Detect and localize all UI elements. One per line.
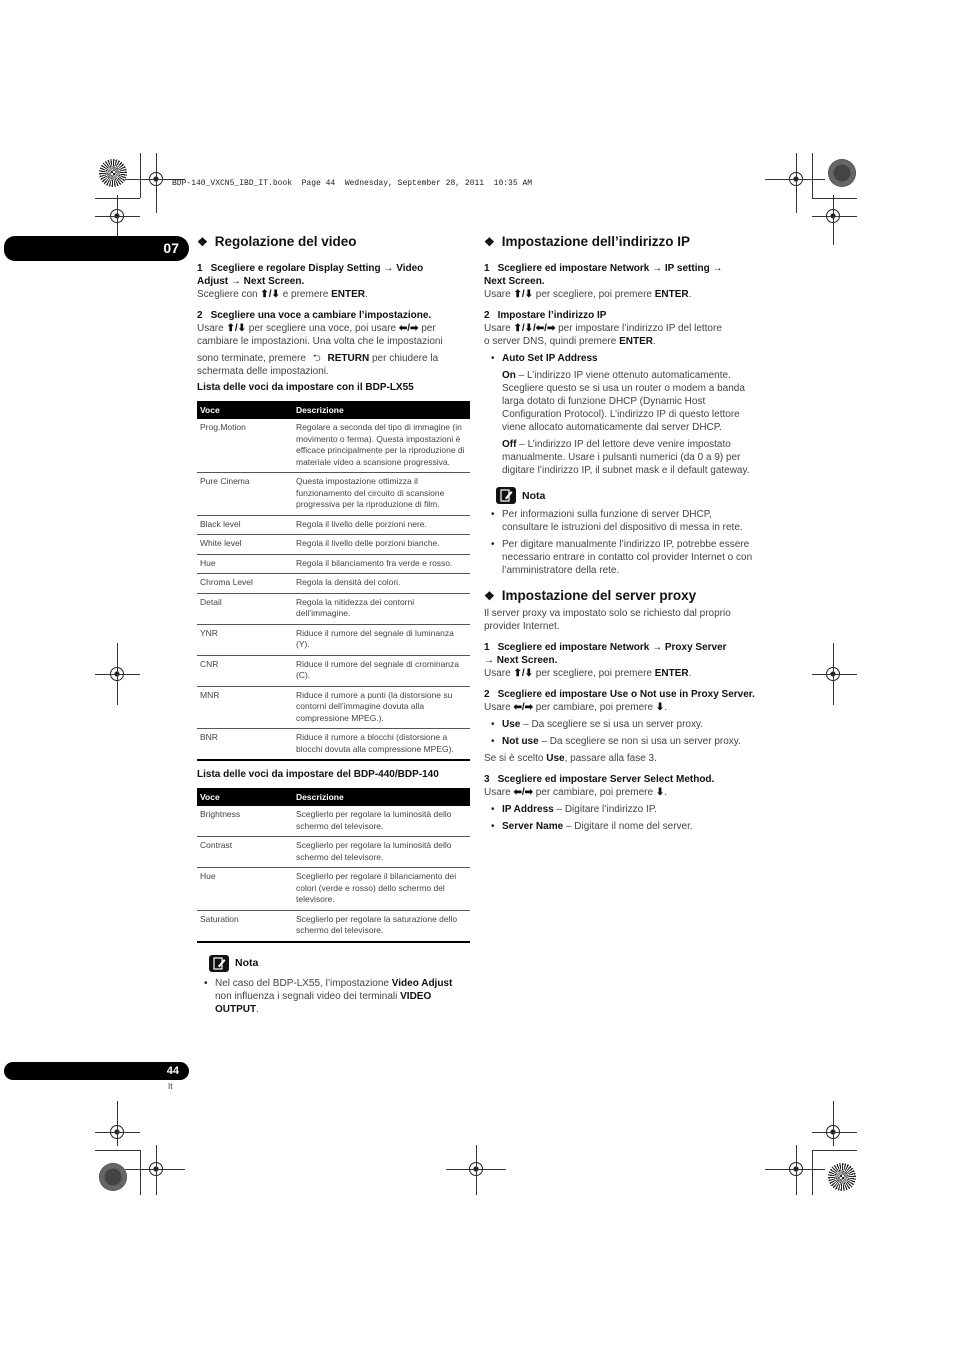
crop-line	[140, 153, 141, 198]
crop-line	[125, 1169, 185, 1170]
ip-step-2-title: 2 Impostare l’indirizzo IP	[484, 310, 607, 321]
use-option: • Use – Da scegliere se si usa un server proxy.	[484, 718, 758, 731]
arrow-right-icon: →	[652, 263, 663, 274]
up-down-arrow-icon: ⬆/⬇	[226, 323, 247, 334]
proxy-intro: Il server proxy va impostato solo se richiesto dal proprio provider Internet.	[484, 608, 731, 632]
left-right-arrow-icon: ⬅/➡	[398, 323, 419, 334]
ip-step-1-title: 1 Scegliere ed impostare Network → IP setting → Next Screen.	[484, 263, 723, 287]
settings-table-bdp-440-140	[197, 788, 470, 943]
table-row: MNR Riduce il rumore a punti (la distorsione su contorni dell’immagine dovuta alla compressione MPEG.).	[197, 686, 470, 729]
crop-line	[95, 198, 140, 199]
up-down-arrow-icon: ⬆/⬇	[260, 289, 280, 300]
color-registration-circle-icon	[99, 1163, 127, 1191]
note-item: • Per informazioni sulla funzione di server DHCP, consultare le istruzioni del dispositivo di messa in rete.	[484, 508, 758, 534]
left-column	[197, 234, 470, 1016]
proxy-step-1-title: 1 Scegliere ed impostare Network → Proxy Server → Next Screen.	[484, 642, 727, 666]
column-header-descrizione: Descrizione	[293, 401, 470, 419]
diamond-bullet-icon: ❖	[197, 234, 208, 249]
arrow-right-icon: →	[712, 263, 723, 274]
crop-line	[95, 1150, 140, 1151]
section-heading-video: ❖ Regolazione del video	[197, 234, 357, 249]
crop-line	[812, 198, 857, 199]
table-row: Hue Regola il bilanciamento fra verde e rosso.	[197, 554, 470, 574]
table-row: BNR Riduce il rumore a blocchi (distorsione a blocchi dovuta alla compressione MPEG).	[197, 729, 470, 761]
arrow-right-icon: →	[652, 642, 663, 653]
table-row: Hue Sceglierlo per regolare il bilanciamento dei colori (verde e rosso) dello schermo del televisore.	[197, 868, 470, 911]
up-down-arrow-icon: ⬆/⬇	[513, 668, 534, 679]
crop-line	[117, 643, 118, 705]
ip-address-option: • IP Address – Digitare l’indirizzo IP.	[484, 803, 758, 816]
on-option-text: On – L’indirizzo IP viene ottenuto automaticamente. Scegliere questo se si usa un router o modem a banda larga dotato di funzione DHCP (Dynamic Host Configuration Protocol). L’indirizzo IP di questo lettore viene allocato automaticamente dal server DHCP.	[502, 370, 745, 433]
table-row: Pure Cinema Questa impostazione ottimizza il funzionamento del circuito di scansione progressiva per la riproduzione di film.	[197, 473, 470, 516]
note-pencil-icon	[496, 487, 516, 504]
server-name-option: • Server Name – Digitare il nome del server.	[484, 820, 758, 833]
table-2-caption: Lista delle voci da impostare del BDP-440/BDP-140	[197, 769, 439, 780]
crop-line	[156, 1145, 157, 1195]
down-arrow-icon: ⬇	[655, 787, 665, 798]
crop-line	[833, 1101, 834, 1146]
color-registration-circle-icon	[828, 1163, 856, 1191]
table-row: Detail Regola la nitidezza dei contorni dell’immagine.	[197, 593, 470, 624]
section-heading-proxy: ❖ Impostazione del server proxy	[484, 588, 697, 603]
table-row: Prog.Motion Regolare a seconda del tipo di immagine (in movimento o ferma). Questa impostazioni è efficace principalmente per la riproduzione di materiale video a scansione progressiva.	[197, 419, 470, 473]
left-right-arrow-icon: ⬅/➡	[513, 702, 534, 713]
crop-line	[796, 1145, 797, 1195]
table-row: Contrast Sceglierlo per regolare la luminosità dello schermo del televisore.	[197, 837, 470, 868]
four-way-arrow-icon: ⬆/⬇/⬅/➡	[513, 323, 556, 334]
return-icon: ⮌	[312, 353, 321, 364]
crop-line	[765, 1169, 825, 1170]
proxy-step-1-text: Usare ⬆/⬇ per scegliere, poi premere ENTER.	[484, 668, 692, 679]
arrow-right-icon: →	[383, 263, 394, 274]
column-header-descrizione: Descrizione	[293, 788, 470, 806]
column-header-voce: Voce	[197, 788, 293, 806]
crop-line	[812, 1150, 857, 1151]
diamond-bullet-icon: ❖	[484, 234, 495, 249]
table-row: YNR Riduce il rumore del segnale di luminanza (Y).	[197, 624, 470, 655]
proxy-step-note: Se si è scelto Use, passare alla fase 3.	[484, 753, 657, 764]
crop-line	[140, 1150, 141, 1195]
language-label: It	[168, 1082, 173, 1091]
note-heading: Nota	[496, 487, 758, 504]
crop-line	[476, 1145, 477, 1195]
not-use-option: • Not use – Da scegliere se non si usa un server proxy.	[484, 735, 758, 748]
crop-line	[812, 674, 857, 675]
proxy-step-2-title: 2 Scegliere ed impostare Use o Not use in Proxy Server.	[484, 689, 755, 700]
note-item: • Nel caso del BDP-LX55, l’impostazione Video Adjust non influenza i segnali video dei terminali VIDEO OUTPUT.	[197, 977, 470, 1016]
step-2-title: 2 Scegliere una voce a cambiare l’impostazione.	[197, 310, 432, 321]
table-1-caption: Lista delle voci da impostare con il BDP-LX55	[197, 382, 414, 393]
right-column	[484, 234, 758, 833]
down-arrow-icon: ⬇	[655, 702, 665, 713]
proxy-step-3-text: Usare ⬅/➡ per cambiare, poi premere ⬇.	[484, 787, 668, 798]
color-registration-circle-icon	[828, 159, 856, 187]
ip-step-1-text: Usare ⬆/⬇ per scegliere, poi premere ENTER.	[484, 289, 692, 300]
color-registration-circle-icon	[99, 159, 127, 187]
ip-step-2-text: Usare ⬆/⬇/⬅/➡ per impostare l’indirizzo IP del lettore o server DNS, quindi premere ENTER.	[484, 323, 722, 347]
crop-line	[812, 216, 857, 217]
proxy-step-2-text: Usare ⬅/➡ per cambiare, poi premere ⬇.	[484, 702, 668, 713]
crop-line	[765, 179, 825, 180]
crop-line	[812, 1132, 857, 1133]
step-1-title: 1 Scegliere e regolare Display Setting → Video Adjust → Next Screen.	[197, 263, 424, 287]
auto-set-ip-item: • Auto Set IP Address	[484, 352, 758, 365]
note-heading: Nota	[209, 955, 470, 972]
crop-line	[117, 195, 118, 240]
crop-line	[812, 1150, 813, 1195]
table-row: Black level Regola il livello delle porzioni nere.	[197, 515, 470, 535]
table-row: Chroma Level Regola la densità dei colori.	[197, 574, 470, 594]
crop-line	[833, 195, 834, 245]
crop-line	[796, 153, 797, 213]
step-2-text: Usare ⬆/⬇ per scegliere una voce, poi usare ⬅/➡ per cambiare le impostazioni. Una volta che le impostazioni sono terminate, premere ⮌ RETURN per chiudere la schermata delle impostazioni.	[197, 323, 443, 377]
up-down-arrow-icon: ⬆/⬇	[513, 289, 534, 300]
table-row: Brightness Sceglierlo per regolare la luminosità dello schermo del televisore.	[197, 806, 470, 837]
table-row: CNR Riduce il rumore del segnale di crominanza (C).	[197, 655, 470, 686]
settings-table-bdp-lx55	[197, 401, 470, 761]
section-heading-ip: ❖ Impostazione dell’indirizzo IP	[484, 234, 691, 249]
crop-line	[117, 1101, 118, 1146]
step-1-text: Scegliere con ⬆/⬇ e premere ENTER.	[197, 289, 368, 300]
proxy-step-3-title: 3 Scegliere ed impostare Server Select Method.	[484, 774, 715, 785]
note-pencil-icon	[209, 955, 229, 972]
arrow-right-icon: →	[230, 276, 241, 287]
page-number-tab: 44	[4, 1062, 189, 1080]
table-row: Saturation Sceglierlo per regolare la saturazione dello schermo del televisore.	[197, 910, 470, 942]
diamond-bullet-icon: ❖	[484, 588, 495, 603]
table-row: White level Regola il livello delle porzioni bianche.	[197, 535, 470, 555]
chapter-tab: 07	[4, 236, 189, 261]
arrow-right-icon: →	[484, 655, 494, 666]
column-header-voce: Voce	[197, 401, 293, 419]
note-item: • Per digitare manualmente l’indirizzo IP, potrebbe essere necessario entrare in contatto col provider Internet o con l’amministratore della rete.	[484, 538, 758, 577]
file-info-header: BDP-140_VXCN5_IBD_IT.book Page 44 Wednesday, September 28, 2011 10:35 AM	[172, 179, 533, 188]
left-right-arrow-icon: ⬅/➡	[513, 787, 534, 798]
crop-line	[833, 643, 834, 705]
off-option-text: Off – L’indirizzo IP del lettore deve venire impostato manualmente. Usare i pulsanti numerici (da 0 a 9) per digitare l’indirizzo IP, il subnet mask e il default gateway.	[502, 439, 750, 476]
crop-line	[812, 153, 813, 198]
crop-line	[156, 153, 157, 213]
